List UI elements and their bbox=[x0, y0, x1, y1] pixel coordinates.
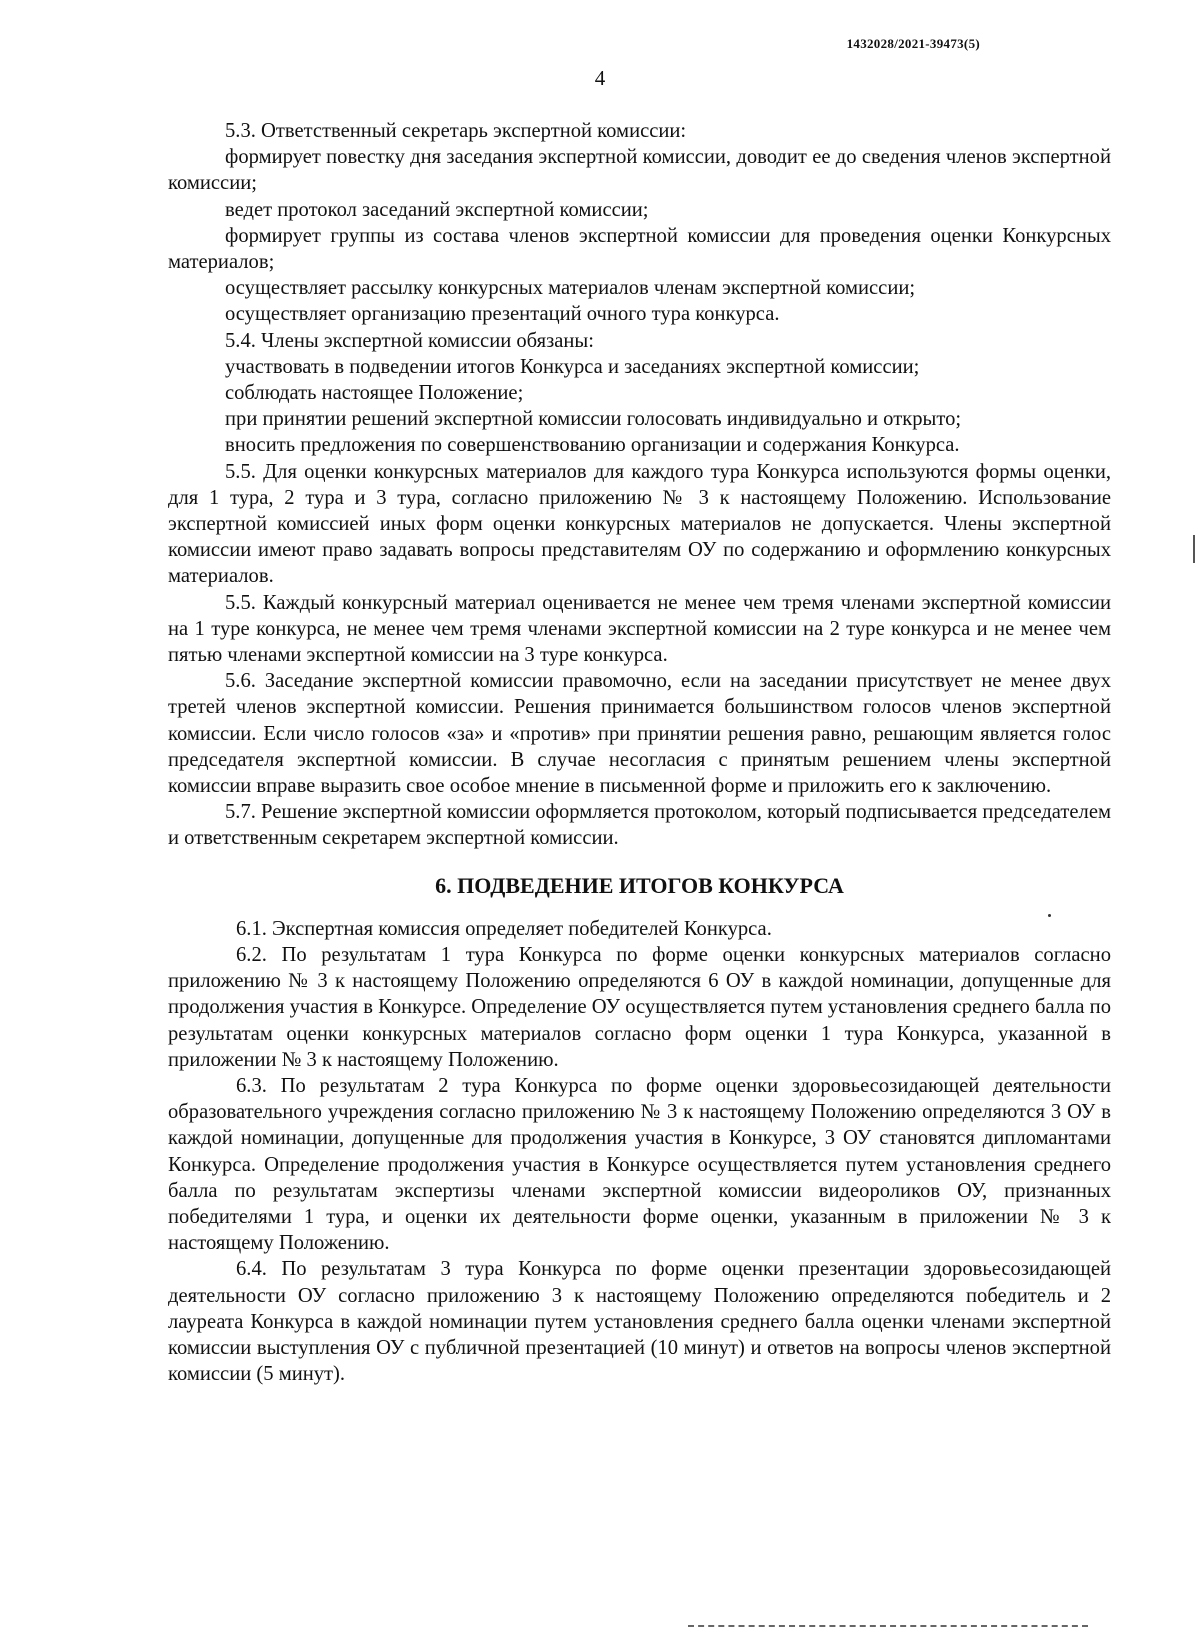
paragraph-5-3-item-3: формирует группы из состава членов экспертной комиссии для проведения оценки Конкурсных материалов; bbox=[168, 224, 1111, 274]
paragraph-6-2: 6.2. По результатам 1 тура Конкурса по форме оценки конкурсных материалов согласно приложению № 3 к настоящему Положению определяются 6 ОУ в каждой номинации, допущенные для продолжения участия в Конкурсе. Определение ОУ осуществляется путем установления среднего балла по результатам оценки конкурсных материалов согласно форм оценки 1 тура Конкурса, указанной в приложении № 3 к настоящему Положению. bbox=[168, 943, 1111, 1071]
paragraph-5-7: 5.7. Решение экспертной комиссии оформляется протоколом, который подписывается председателем и ответственным секретарем экспертной комиссии. bbox=[168, 801, 1111, 850]
paragraph-5-5-forms: 5.5. Для оценки конкурсных материалов для каждого тура Конкурса используются формы оценки, для 1 тура, 2 тура и 3 тура, согласно приложению № 3 к настоящему Положению. Использование экспертной комиссией иных форм оценки конкурсных материалов не допускается. Члены экспертной комиссии имеют право задавать вопросы представителям ОУ по содержанию и оформлению конкурсных материалов. bbox=[168, 460, 1111, 588]
paragraph-5-3-item-2: ведет протокол заседаний экспертной комиссии; bbox=[225, 198, 649, 221]
paragraph-5-4-item-1: участвовать в подведении итогов Конкурса и заседаниях экспертной комиссии; bbox=[225, 355, 920, 378]
paragraph-5-3-item-4: осуществляет рассылку конкурсных материалов членам экспертной комиссии; bbox=[225, 277, 916, 300]
scan-speck bbox=[1048, 914, 1051, 917]
paragraph-5-6: 5.6. Заседание экспертной комиссии правомочно, если на заседании присутствует не менее двух третей членов экспертной комиссии. Решения принимается большинством голосов членов экспертной комиссии. Если число голосов «за» и «против» при принятии решения равно, решающим является голос председателя экспертной комиссии. В случае несогласия с принятым решением члены экспертной комиссии вправе выразить свое особое мнение в письменной форме и приложить его к заключению. bbox=[168, 670, 1111, 798]
document-number: 1432028/2021-39473(5) bbox=[846, 36, 980, 51]
page-number: 4 bbox=[594, 66, 606, 90]
paragraph-5-4-item-3: при принятии решений экспертной комиссии голосовать индивидуально и открыто; bbox=[225, 408, 962, 431]
paragraph-5-3-title: 5.3. Ответственный секретарь экспертной комиссии: bbox=[225, 120, 687, 142]
document-body bbox=[168, 118, 1111, 1387]
paragraph-5-4-title: 5.4. Члены экспертной комиссии обязаны: bbox=[225, 329, 594, 352]
section-heading: 6. ПОДВЕДЕНИЕ ИТОГОВ КОНКУРСА bbox=[435, 872, 844, 898]
paragraph-6-3: 6.3. По результатам 2 тура Конкурса по форме оценки здоровьесозидающей деятельности образовательного учреждения согласно приложению № 3 к настоящему Положению определяются 3 ОУ в каждой номинации, допущенные для продолжения участия в Конкурсе, 3 ОУ становятся дипломантами Конкурса. Определение продолжения участия в Конкурсе осуществляется путем установления среднего балла по результатам экспертизы членами экспертной комиссии видеороликов ОУ, признанных победителями 1 тура, и оценки их деятельности форме оценки, указанным в приложении № 3 к настоящему Положению. bbox=[168, 1074, 1111, 1255]
paragraph-5-3-item-1: формирует повестку дня заседания экспертной комиссии, доводит ее до сведения членов экспертной комиссии; bbox=[168, 146, 1111, 195]
paragraph-6-4: 6.4. По результатам 3 тура Конкурса по форме оценки презентации здоровьесозидающей деятельности ОУ согласно приложению 3 к настоящему Положению определяются победитель и 2 лауреата Конкурса в каждой номинации путем установления среднего балла оценки членами экспертной комиссии выступления ОУ с публичной презентацией (10 минут) и ответов на вопросы членов экспертной комиссии (5 минут). bbox=[168, 1258, 1111, 1386]
scan-edge-mark bbox=[1193, 535, 1195, 563]
paragraph-5-4-item-4: вносить предложения по совершенствованию организации и содержания Конкурса. bbox=[225, 434, 960, 457]
paragraph-6-1: 6.1. Экспертная комиссия определяет победителей Конкурса. bbox=[236, 917, 772, 940]
paragraph-5-5-evaluation: 5.5. Каждый конкурсный материал оценивается не менее чем тремя членами экспертной комиссии на 1 туре конкурса, не менее чем тремя членами экспертной комиссии на 2 туре конкурса и не менее чем пятью членами экспертной комиссии на 3 туре конкурса. bbox=[168, 591, 1111, 667]
paragraph-5-4-item-2: соблюдать настоящее Положение; bbox=[225, 382, 524, 405]
bottom-scan-line bbox=[688, 1625, 1088, 1629]
paragraph-5-3-item-5: осуществляет организацию презентаций очного тура конкурса. bbox=[225, 303, 780, 326]
